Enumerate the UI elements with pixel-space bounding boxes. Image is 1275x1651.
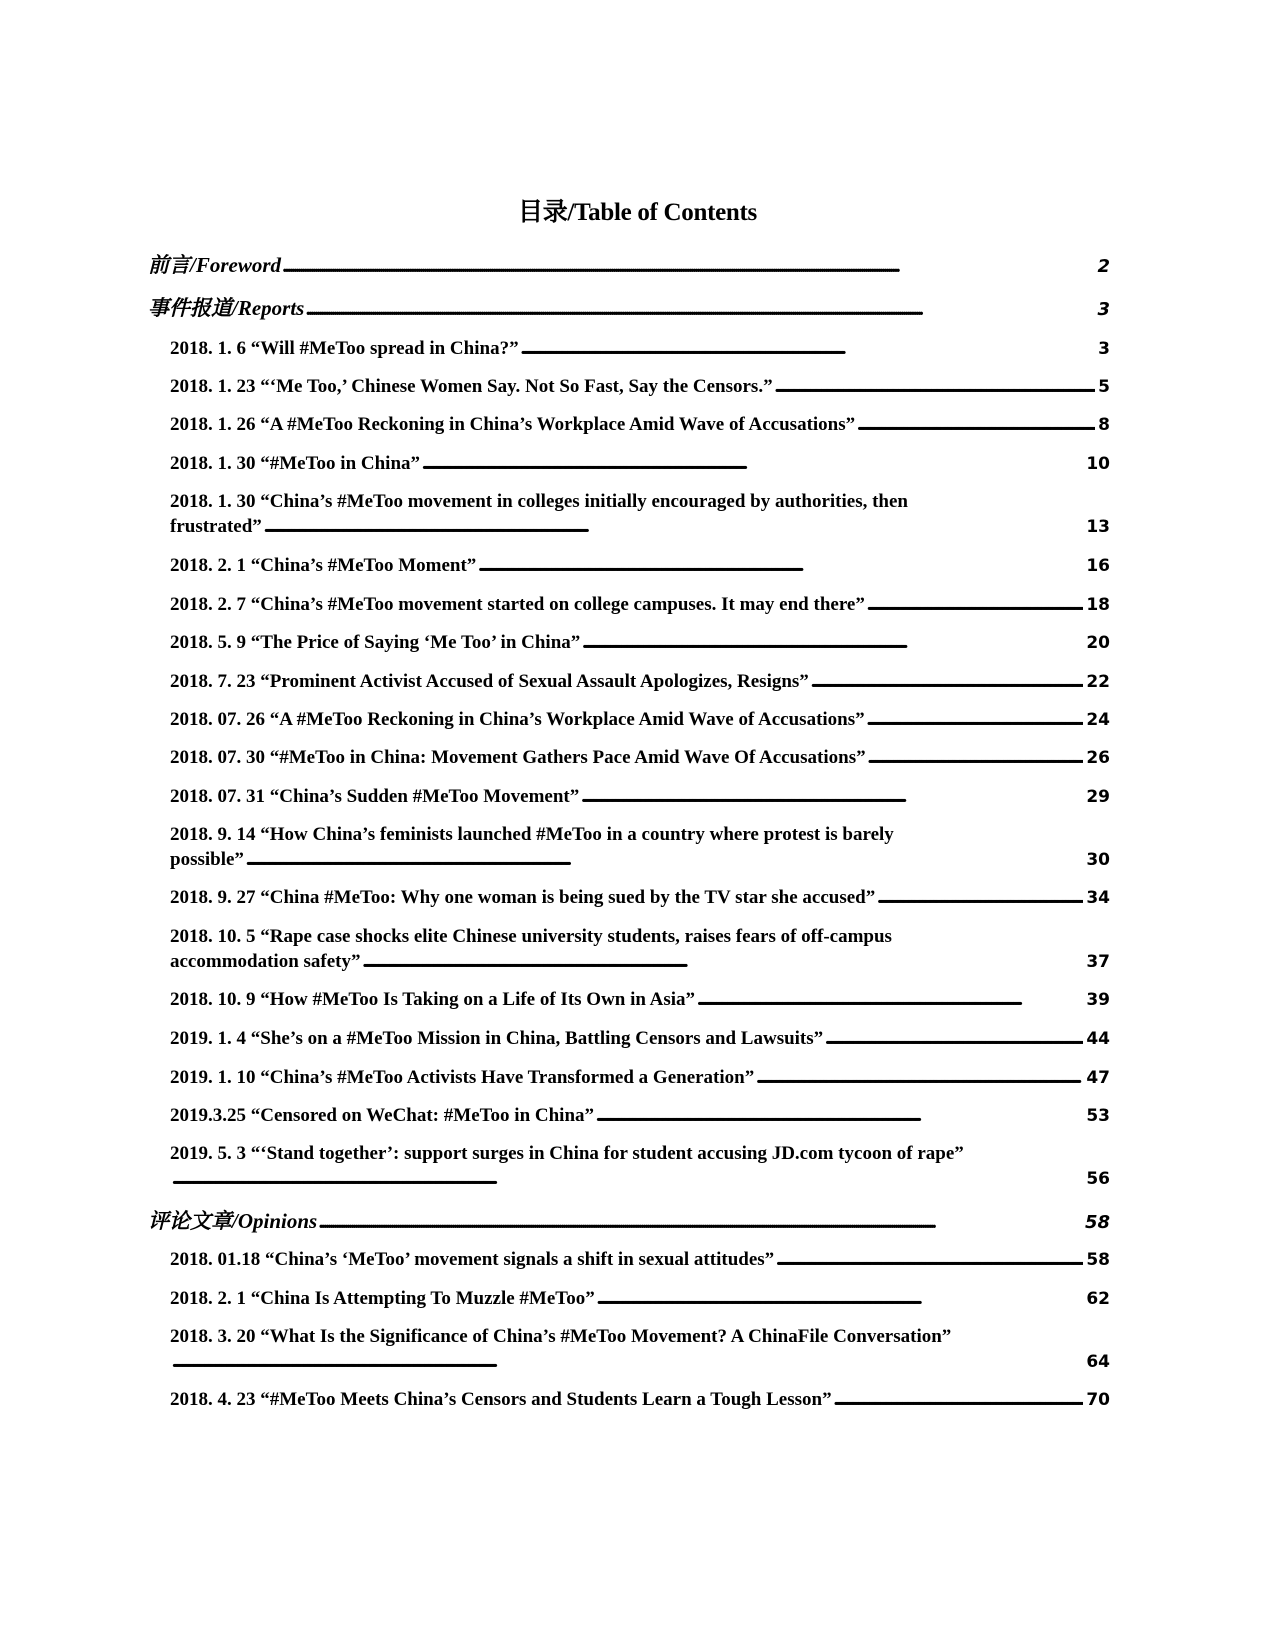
toc-entry[interactable] <box>170 885 1110 911</box>
dot-leader <box>420 451 1083 477</box>
dot-leader <box>317 1208 1082 1234</box>
toc-entry[interactable] <box>170 707 1110 733</box>
toc-entry-title: 2019. 5. 3 “‘Stand together’: support surges in China for student accusing JD.com tycoon of rape” <box>170 1143 964 1164</box>
toc-entry[interactable] <box>170 1065 1110 1091</box>
dot-leader <box>304 295 1094 321</box>
toc-entry-title: 事件报道/Reports <box>148 296 305 320</box>
toc-section[interactable] <box>148 1208 1110 1236</box>
toc-section[interactable] <box>148 252 1110 280</box>
toc-entry-title: 2018. 7. 23 “Prominent Activist Accused of Sexual Assault Apologizes, Resigns” <box>170 671 809 692</box>
toc-entry-title: 2018. 4. 23 “#MeToo Meets China’s Censors and Students Learn a Tough Lesson” <box>170 1389 832 1410</box>
toc-entry-title: 2018. 1. 30 “China’s #MeToo movement in colleges initially encouraged by authorities, then <box>170 491 908 512</box>
toc-entry-title: 2018. 07. 31 “China’s Sudden #MeToo Movement” <box>170 786 580 807</box>
toc-entry-title: 2018. 2. 1 “China Is Attempting To Muzzle #MeToo” <box>170 1288 595 1309</box>
toc-title: 目录/Table of Contents <box>518 199 757 226</box>
toc-entry-title: 2018. 1. 26 “A #MeToo Reckoning in China’s Workplace Amid Wave of Accusations” <box>170 414 856 435</box>
toc-entry[interactable] <box>170 1103 1110 1129</box>
dot-leader <box>519 336 1096 362</box>
toc-entry[interactable] <box>170 1026 1110 1052</box>
toc-entry-title: 2019.3.25 “Censored on WeChat: #MeToo in China” <box>170 1105 595 1126</box>
toc-entry[interactable] <box>170 1387 1110 1413</box>
toc-entry-title: 2018. 1. 23 “‘Me Too,’ Chinese Women Say. Not So Fast, Say the Censors.” <box>170 376 773 397</box>
toc-entry-title: 前言/Foreword <box>148 253 282 277</box>
page-number: 34 <box>1086 888 1110 908</box>
toc-entry[interactable] <box>170 924 1110 974</box>
dot-leader <box>361 950 1084 974</box>
dot-leader <box>476 553 1083 579</box>
toc-entry-title: 2018. 07. 30 “#MeToo in China: Movement Gathers Pace Amid Wave Of Accusations” <box>170 747 866 768</box>
toc-entry-title: 2018. 5. 9 “The Price of Saying ‘Me Too’ in China” <box>170 632 581 653</box>
dot-leader <box>695 987 1083 1013</box>
toc-entry[interactable] <box>170 553 1110 579</box>
toc-entry-title-continued: accommodation safety” <box>170 951 361 972</box>
page-number: 22 <box>1086 672 1110 692</box>
page-number: 18 <box>1086 595 1110 615</box>
toc-entry[interactable] <box>170 451 1110 477</box>
page-number: 62 <box>1086 1289 1110 1309</box>
page-number: 3 <box>1098 339 1110 359</box>
toc-entry-title-continued: frustrated” <box>170 516 262 537</box>
toc-entry-title: 2018. 10. 5 “Rape case shocks elite Chinese university students, raises fears of off-campus <box>170 926 892 947</box>
toc-entry[interactable] <box>170 489 1110 539</box>
toc-entry-title: 2018. 10. 9 “How #MeToo Is Taking on a Life of Its Own in Asia” <box>170 989 696 1010</box>
toc-entry[interactable] <box>170 592 1110 618</box>
dot-leader <box>809 669 1084 695</box>
page-number: 13 <box>1086 517 1110 537</box>
dot-leader <box>595 1286 1084 1312</box>
toc-entry-title: 评论文章/Opinions <box>148 1209 318 1233</box>
dot-leader <box>244 848 1083 872</box>
dot-leader <box>865 592 1083 618</box>
toc-entry[interactable] <box>170 1324 1110 1374</box>
toc-entry-title: 2019. 1. 10 “China’s #MeToo Activists Have Transformed a Generation” <box>170 1067 755 1088</box>
toc-entry[interactable] <box>170 669 1110 695</box>
toc-entry[interactable] <box>170 1286 1110 1312</box>
page-number: 58 <box>1086 1250 1110 1270</box>
toc-entry[interactable] <box>170 1141 1110 1191</box>
page-number: 2 <box>1097 256 1110 277</box>
page-number: 70 <box>1086 1390 1110 1410</box>
dot-leader <box>866 745 1084 771</box>
dot-leader <box>865 707 1084 733</box>
dot-leader <box>580 630 1083 656</box>
toc-entry-title: 2018. 9. 14 “How China’s feminists launched #MeToo in a country where protest is barely <box>170 824 894 845</box>
toc-entry-title: 2018. 1. 30 “#MeToo in China” <box>170 453 421 474</box>
page-number: 24 <box>1086 710 1110 730</box>
toc-entry-title-continued: possible” <box>170 849 244 870</box>
dot-leader <box>823 1026 1083 1052</box>
dot-leader <box>262 515 1084 539</box>
page-number: 29 <box>1086 787 1110 807</box>
page-number: 30 <box>1086 850 1110 870</box>
toc-entry[interactable] <box>170 987 1110 1013</box>
page-number: 10 <box>1086 454 1110 474</box>
toc-entry-title: 2018. 2. 1 “China’s #MeToo Moment” <box>170 555 477 576</box>
toc-entry[interactable] <box>170 745 1110 771</box>
dot-leader <box>754 1065 1083 1091</box>
page-number: 53 <box>1086 1106 1110 1126</box>
toc-entry-title: 2018. 1. 6 “Will #MeToo spread in China?” <box>170 338 519 359</box>
page-number: 44 <box>1086 1029 1110 1049</box>
page-number: 37 <box>1086 952 1110 972</box>
page-number: 64 <box>1086 1352 1110 1372</box>
dot-leader <box>594 1103 1083 1129</box>
toc-entry-title: 2018. 2. 7 “China’s #MeToo movement started on college campuses. It may end there” <box>170 594 865 615</box>
dot-leader <box>875 885 1083 911</box>
page-number: 26 <box>1086 748 1110 768</box>
page-number: 56 <box>1086 1169 1110 1189</box>
page-number: 8 <box>1098 415 1110 435</box>
dot-leader <box>579 784 1083 810</box>
toc-entry-title: 2018. 3. 20 “What Is the Significance of China’s #MeToo Movement? A ChinaFile Conversation” <box>170 1326 952 1347</box>
page-number: 47 <box>1086 1068 1110 1088</box>
dot-leader <box>855 412 1095 438</box>
dot-leader <box>170 1350 1083 1374</box>
toc-section[interactable] <box>148 295 1110 323</box>
dot-leader <box>773 374 1096 400</box>
toc-entry-title: 2018. 9. 27 “China #MeToo: Why one woman is being sued by the TV star she accused” <box>170 887 876 908</box>
toc-entry-title: 2018. 07. 26 “A #MeToo Reckoning in China’s Workplace Amid Wave of Accusations” <box>170 709 865 730</box>
toc-entry[interactable] <box>170 412 1110 438</box>
toc-entry[interactable] <box>170 1247 1110 1273</box>
page-number: 5 <box>1098 377 1110 397</box>
toc-entry[interactable] <box>170 336 1110 362</box>
dot-leader <box>832 1387 1084 1413</box>
toc-entry-title: 2019. 1. 4 “She’s on a #MeToo Mission in China, Battling Censors and Lawsuits” <box>170 1028 824 1049</box>
page-number: 16 <box>1086 556 1110 576</box>
dot-leader <box>281 252 1094 278</box>
toc-entry[interactable] <box>170 822 1110 872</box>
toc-entry[interactable] <box>170 784 1110 810</box>
page-number: 3 <box>1097 299 1110 320</box>
toc-entry[interactable] <box>170 374 1110 400</box>
dot-leader <box>170 1167 1083 1191</box>
toc-entry-title: 2018. 01.18 “China’s ‘MeToo’ movement signals a shift in sexual attitudes” <box>170 1249 775 1270</box>
page-number: 39 <box>1086 990 1110 1010</box>
page-number: 58 <box>1084 1212 1110 1233</box>
page-number: 20 <box>1086 633 1110 653</box>
dot-leader <box>774 1247 1083 1273</box>
toc-entry[interactable] <box>170 630 1110 656</box>
